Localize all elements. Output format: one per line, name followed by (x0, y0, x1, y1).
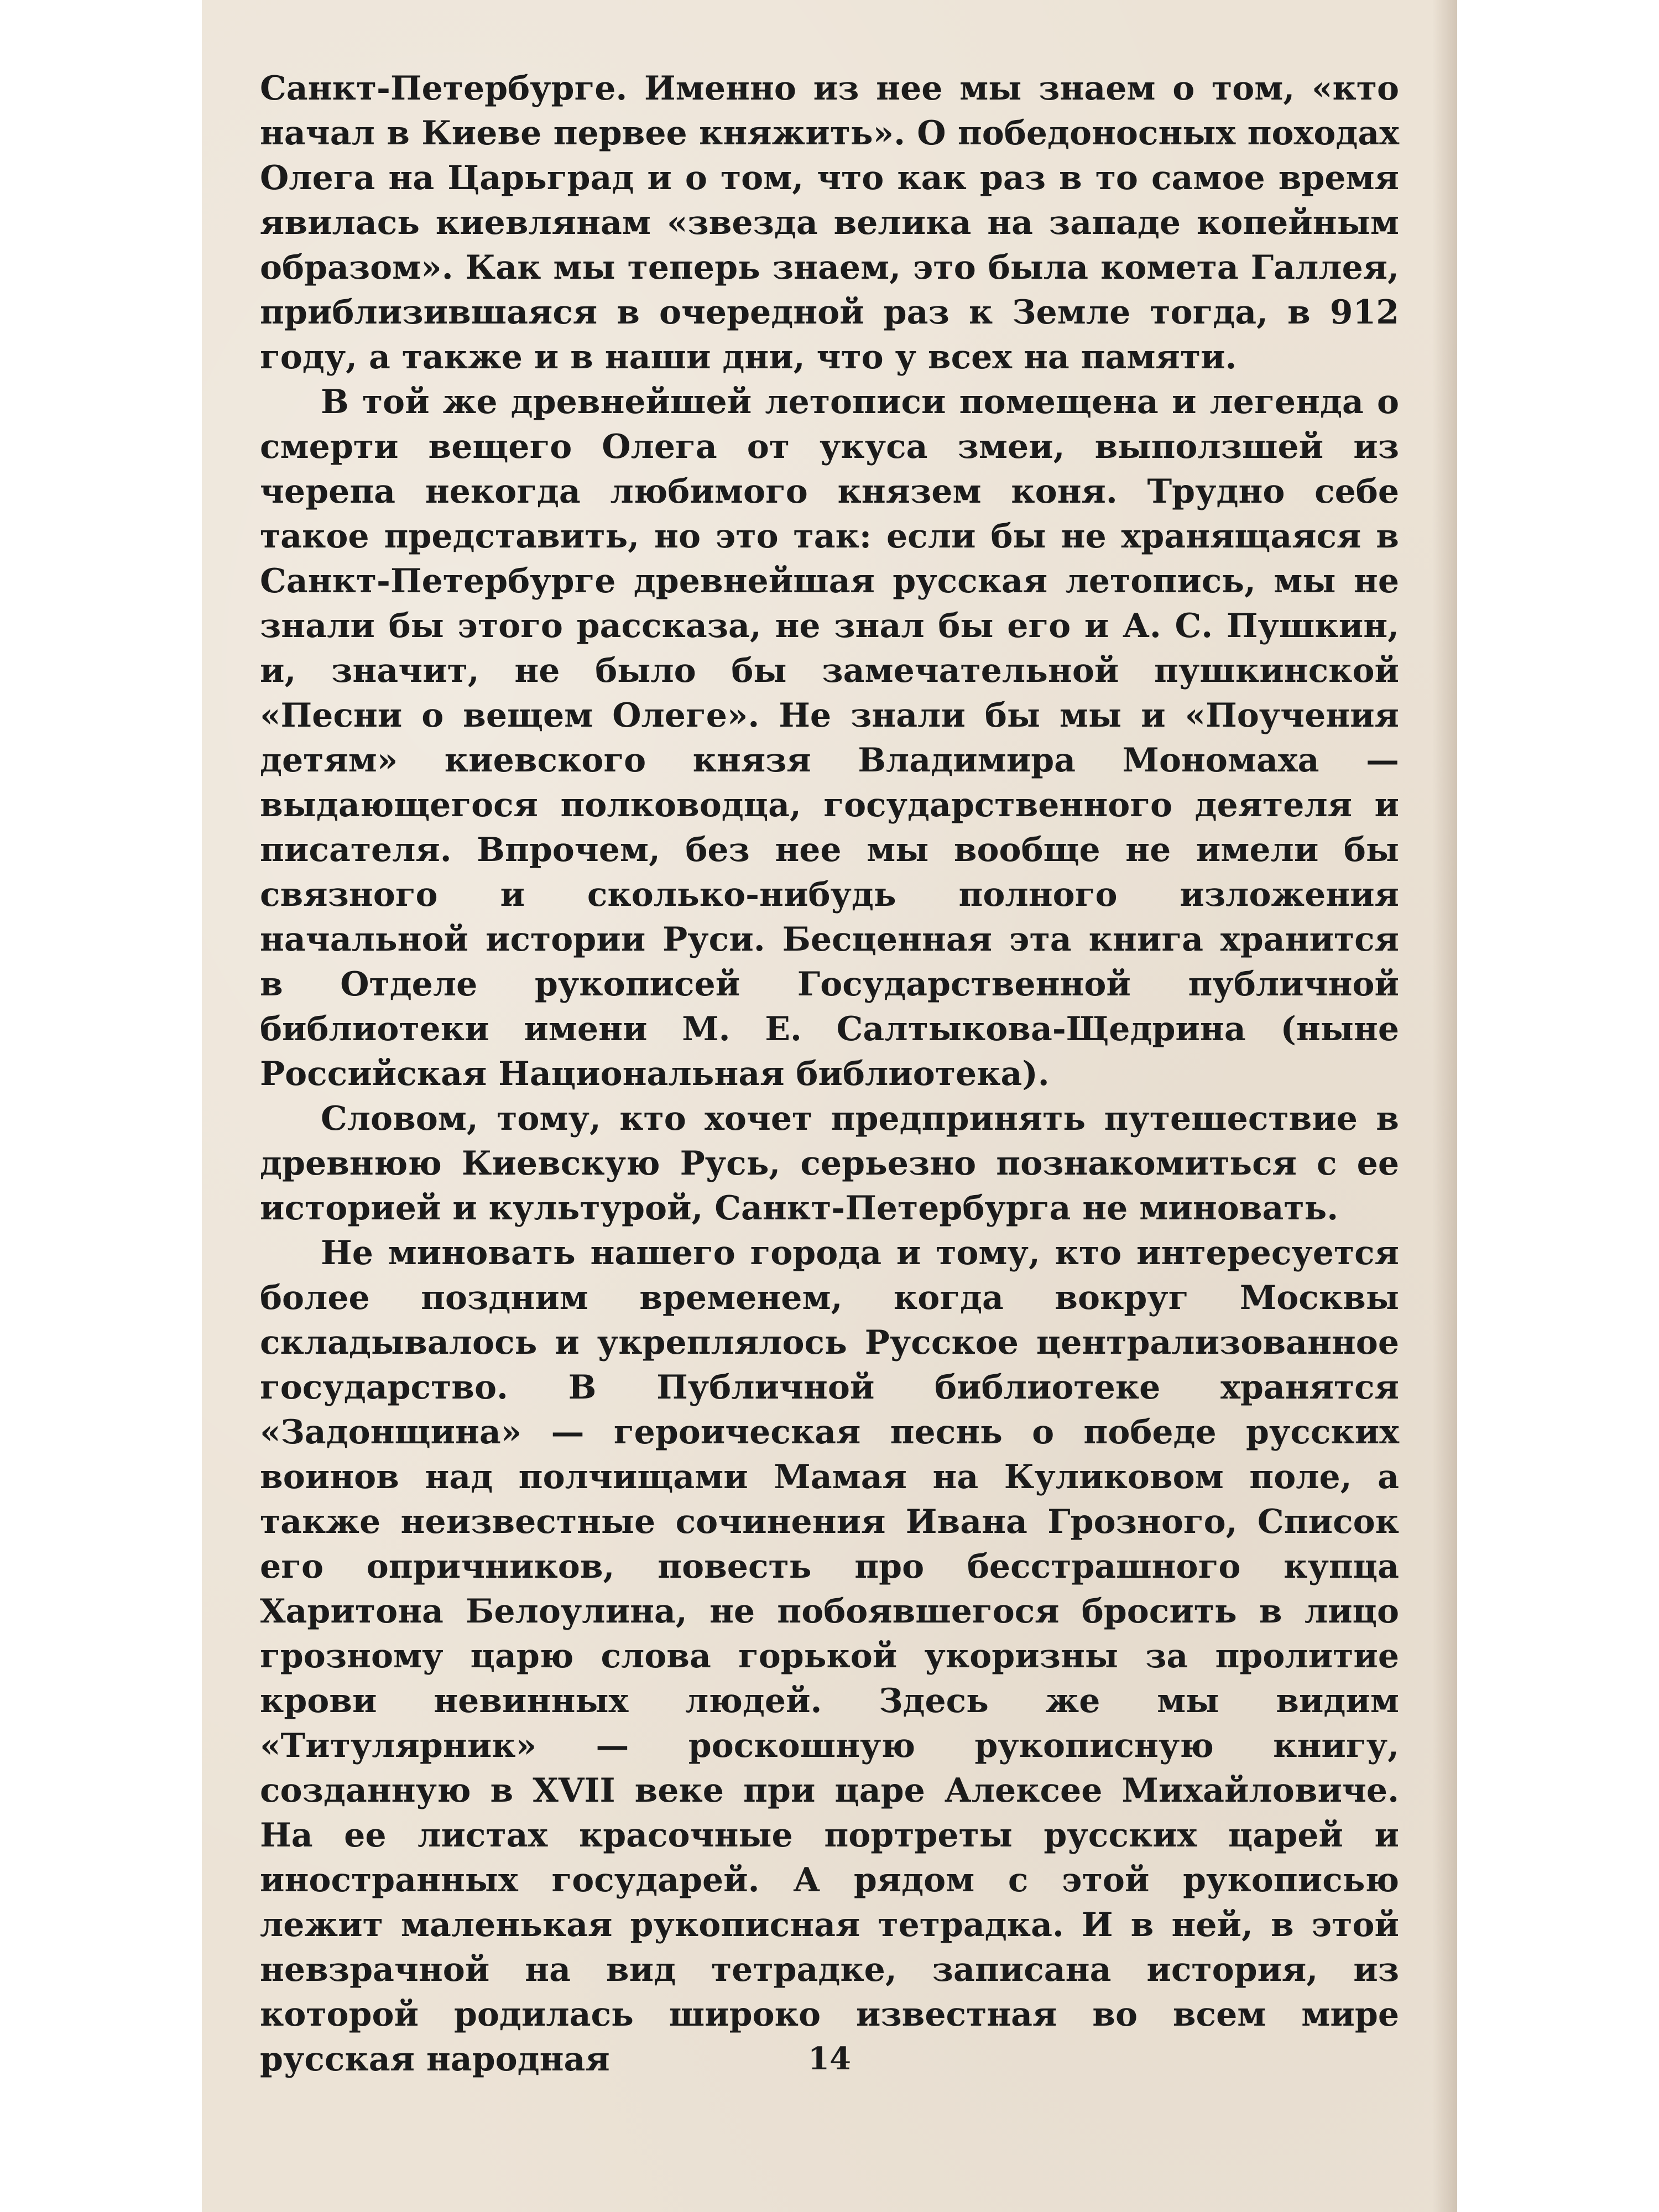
paragraph-1: Санкт-Петербурге. Именно из нее мы знаем о том, «кто начал в Киеве первее княжить». О победоносных походах Олега на Царьград и о том, что как раз в то самое время явилась киевлянам «звезда велика на западе копейным образом». Как мы теперь знаем, это была комета Галлея, приблизившаяся в очередной раз к Земле тогда, в 912 году, а также и в наши дни, что у всех на памяти. (260, 69, 1399, 377)
page-number: 14 (808, 2041, 851, 2077)
paragraph-4: Не миновать нашего города и тому, кто интересуется более поздним временем, когда вокруг Москвы складывалось и укреплялось Русское централизованное государство. В Публичной библиотеке хранятся «Задонщина» — героическая песнь о победе русских воинов над полчищами Мамая на Куликовом поле, а также неизвестные сочинения Ивана Грозного, Список его опричников, повесть про бесстрашного купца Харитона Белоулина, не побоявшегося бросить в лицо грозному царю слова горькой укоризны за пролитие крови невинных людей. Здесь же мы видим «Титулярник» — роскошную рукописную книгу, созданную в XVII веке при царе Алексее Михайловиче. На ее листах красочные портреты русских царей и иностранных государей. А рядом с этой рукописью лежит маленькая рукописная тетрадка. И в ней, в этой невзрачной на вид тетрадке, записана история, из которой родилась широко известная во всем мире русская народная (260, 1234, 1399, 2079)
paragraph-2: В той же древнейшей летописи помещена и легенда о смерти вещего Олега от укуса змеи, выползшей из черепа некогда любимого князем коня. Трудно себе такое представить, но это так: если бы не хранящаяся в Санкт-Петербурге древнейшая русская летопись, мы не знали бы этого рассказа, не знал бы его и А. С. Пушкин, и, значит, не было бы замечательной пушкинской «Песни о вещем Олеге». Не знали бы мы и «Поучения детям» киевского князя Владимира Мономаха — выдающегося полководца, государственного деятеля и писателя. Впрочем, без нее мы вообще не имели бы связного и сколько-нибудь полного изложения начальной истории Руси. Бесценная эта книга хранится в Отделе рукописей Государственной публичной библиотеки имени М. Е. Салтыкова-Щедрина (ныне Российская Национальная библиотека). (260, 383, 1399, 1093)
page-edge-shadow (1432, 0, 1457, 2212)
body-text (260, 66, 1399, 2082)
paragraph-3: Словом, тому, кто хочет предпринять путешествие в древнюю Киевскую Русь, серьезно познакомиться с ее историей и культурой, Санкт-Петербурга не миновать. (260, 1099, 1399, 1228)
